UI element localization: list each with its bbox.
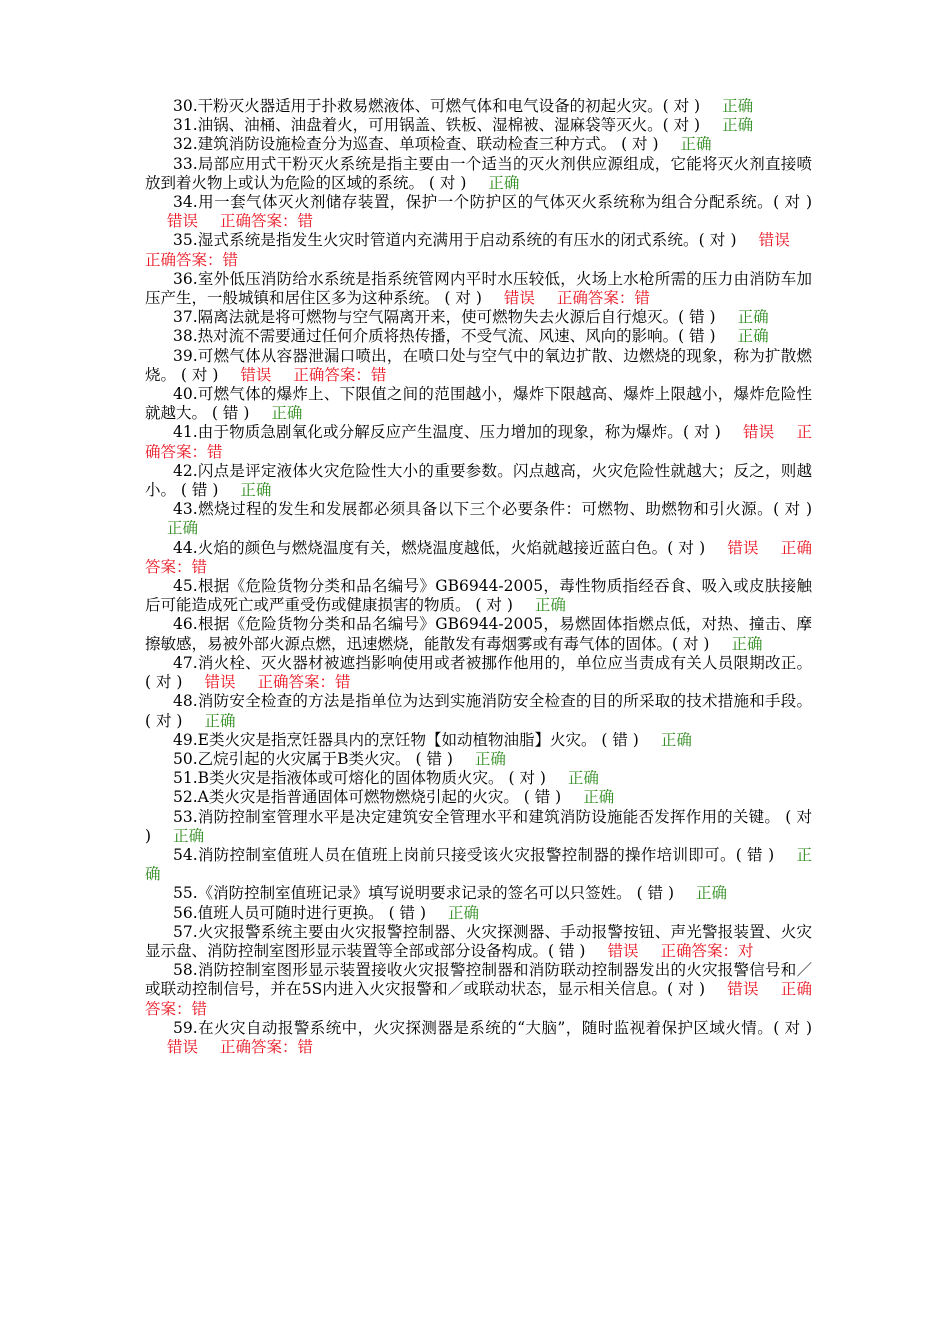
question-text: 32.建筑消防设施检查分为巡查、单项检查、联动检查三种方式。 ( 对 ) [173,135,659,154]
question-item [145,327,812,346]
question-item [145,750,812,769]
question-text: 49.E类火灾是指烹饪器具内的烹饪物【如动植物油脂】火灾。 ( 错 ) [173,730,639,749]
result-label: 正确 [722,116,754,135]
question-item [145,500,812,538]
question-item [145,423,812,461]
question-item [145,961,812,1019]
correct-answer-label: 正确答案：错 [145,538,812,576]
question-text: 50.乙烷引起的火灾属于B类火灾。 ( 错 ) [173,749,453,768]
question-text: 45.根据《危险货物分类和品名编号》GB6944-2005，毒性物质指经吞食、吸入或皮肤接触后可能造成死亡或严重受伤或健康损害的物质。 ( 对 ) [145,577,812,615]
question-item [145,116,812,135]
question-item [145,654,812,692]
result-label: 正确 [474,749,506,768]
result-label: 正确 [660,730,692,749]
question-text: 31.油锅、油桶、油盘着火，可用锅盖、铁板、湿棉被、湿麻袋等灭火。( 对 ) [173,116,701,135]
result-label: 正确 [583,788,615,807]
question-text: 51.B类火灾是指液体或可熔化的固体物质火灾。 ( 对 ) [173,769,546,788]
result-label: 错误 [742,423,775,442]
question-item [145,462,812,500]
question-text: 44.火焰的颜色与燃烧温度有关，燃烧温度越低，火焰就越接近蓝白色。( 对 ) [173,538,706,557]
question-text: 53.消防控制室管理水平是决定建筑安全管理水平和建筑消防设施能否发挥作用的关键。 ( 对 ) [145,807,812,845]
correct-answer-label: 正确答案：对 [660,941,754,960]
question-text: 35.湿式系统是指发生火灾时管道内充满用于启动系统的有压水的闭式系统。( 对 ) [173,231,737,250]
result-label: 正确 [167,519,199,538]
question-text: 58.消防控制室图形显示装置接收火灾报警控制器和消防联动控制器发出的火灾报警信号和／或联动控制信号，并在5S内进入火灾报警和／或联动状态，显示相关信息。( 对 ) [145,961,812,999]
result-label: 错误 [240,365,272,384]
correct-answer-label: 正确答案：错 [293,365,387,384]
result-label: 错误 [167,212,199,231]
result-label: 正确 [737,308,769,327]
question-text: 37.隔离法就是将可燃物与空气隔离开来，使可燃物失去火源后自行熄灭。( 错 ) [173,308,716,327]
question-text: 46.根据《危险货物分类和品名编号》GB6944-2005，易燃固体指燃点低，对热、撞击、摩擦敏感，易被外部火源点燃，迅速燃烧，能散发有毒烟雾或有毒气体的固体。( 对 ) [145,615,812,653]
result-label: 错误 [204,673,236,692]
correct-answer-label: 正确答案：错 [220,1037,314,1056]
question-item [145,904,812,923]
question-text: 55.《消防控制室值班记录》填写说明要求记录的签名可以只签姓。 ( 错 ) [173,884,675,903]
question-item [145,347,812,385]
question-text: 52.A类火灾是指普通固体可燃物燃烧引起的火灾。 ( 错 ) [173,788,562,807]
question-item [145,231,812,269]
result-label: 正确 [696,884,728,903]
question-text: 43.燃烧过程的发生和发展都必须具备以下三个必要条件：可燃物、助燃物和引火源。( 对 ) [173,500,812,519]
question-text: 41.由于物质急剧氧化或分解反应产生温度、压力增加的现象，称为爆炸。( 对 ) [173,423,721,442]
question-item [145,270,812,308]
question-text: 40.可燃气体的爆炸上、下限值之间的范围越小，爆炸下限越高、爆炸上限越小，爆炸危险性就越大。 ( 错 ) [145,385,812,423]
question-text: 39.可燃气体从容器泄漏口喷出，在喷口处与空气中的氧边扩散、边燃烧的现象，称为扩散燃烧。 ( 对 ) [145,346,812,384]
question-text: 57.火灾报警系统主要由火灾报警控制器、火灾探测器、手动报警按钮、声光警报装置、火灾显示盘、消防控制室图形显示装置等全部或部分设备构成。( 错 ) [145,922,812,960]
question-item [145,808,812,846]
question-item [145,731,812,750]
result-label: 错误 [758,231,790,250]
correct-answer-label: 正确答案：错 [556,289,650,308]
question-item [145,615,812,653]
result-label: 正确 [737,327,769,346]
question-item [145,193,812,231]
correct-answer-label: 正确答案：错 [145,250,239,269]
question-text: 38.热对流不需要通过任何介质将热传播，不受气流、风速、风向的影响。( 错 ) [173,327,716,346]
question-item [145,846,812,884]
question-item [145,1019,812,1057]
question-item [145,788,812,807]
result-label: 错误 [607,941,639,960]
question-item [145,308,812,327]
question-text: 48.消防安全检查的方法是指单位为达到实施消防安全检查的目的所采取的技术措施和手段。 ( 对 ) [145,692,812,730]
result-label: 正确 [680,135,712,154]
question-item [145,577,812,615]
result-label: 正确 [271,404,303,423]
result-label: 错误 [167,1037,199,1056]
result-label: 正确 [722,97,754,115]
question-text: 56.值班人员可随时进行更换。 ( 错 ) [173,903,427,922]
result-label: 正确 [173,826,205,845]
correct-answer-label: 正确答案：错 [145,980,812,1018]
result-label: 正确 [240,481,272,500]
correct-answer-label: 正确答案：错 [220,212,314,231]
result-label: 正确 [567,769,599,788]
question-item [145,923,812,961]
result-label: 正确 [731,634,763,653]
question-item [145,692,812,730]
question-text: 47.消火栓、灭火器材被遮挡影响使用或者被挪作他用的，单位应当责成有关人员限期改正。 ( 对 ) [145,653,812,692]
question-text: 36.室外低压消防给水系统是指系统管网内平时水压较低，火场上水枪所需的压力由消防车加压产生，一般城镇和居住区多为这种系统。 ( 对 ) [145,269,812,308]
question-item [145,539,812,577]
question-item [145,385,812,423]
result-label: 正确 [145,845,812,884]
correct-answer-label: 正确答案：错 [257,673,351,692]
result-label: 错误 [727,980,759,999]
result-label: 正确 [534,596,566,615]
question-item [145,97,812,116]
question-text: 54.消防控制室值班人员在值班上岗前只接受该火灾报警控制器的操作培训即可。( 错 ) [173,845,775,864]
correct-answer-label: 正确答案：错 [145,423,812,461]
question-text: 42.闪点是评定液体火灾危险性大小的重要参数。闪点越高，火灾危险性就越大；反之，则越小。 ( 错 ) [145,461,812,500]
question-item [145,155,812,193]
result-label: 正确 [448,903,480,922]
question-text: 30.干粉灭火器适用于扑救易燃液体、可燃气体和电气设备的初起火灾。( 对 ) [173,97,701,115]
question-item [145,135,812,154]
question-list [145,97,812,1057]
result-label: 正确 [204,711,236,730]
question-text: 33.局部应用式干粉灭火系统是指主要由一个适当的灭火剂供应源组成，它能将灭火剂直接喷放到着火物上或认为危险的区域的系统。 ( 对 ) [145,154,812,192]
question-item [145,884,812,903]
question-text: 34.用一套气体灭火剂储存装置，保护一个防护区的气体灭火系统称为组合分配系统。( 对 ) [173,193,812,212]
question-text: 59.在火灾自动报警系统中，火灾探测器是系统的“大脑”，随时监视着保护区域火情。( 对 ) [173,1018,812,1037]
result-label: 正确 [488,173,520,192]
question-item [145,769,812,788]
result-label: 错误 [727,538,759,557]
result-label: 错误 [503,289,535,308]
